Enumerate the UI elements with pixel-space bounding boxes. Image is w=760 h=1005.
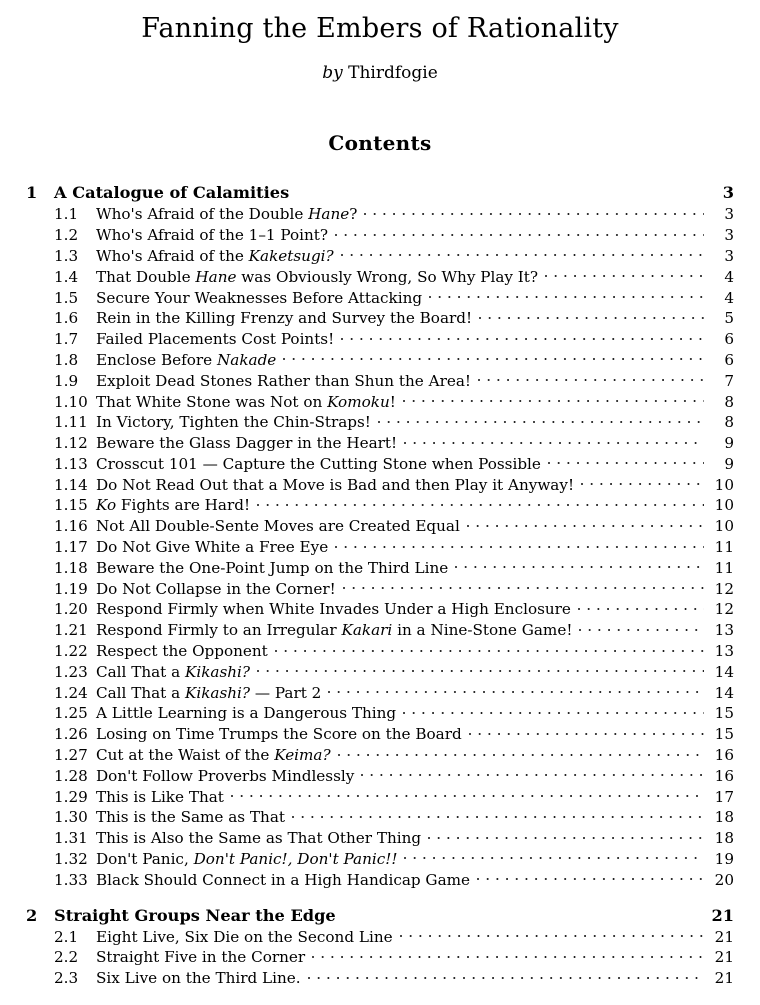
toc-entry-title: [94, 433, 397, 454]
dot-leader: [328, 682, 704, 697]
toc-title-text: Six Live on the Third Line.: [96, 969, 301, 988]
dot-leader: [335, 225, 704, 240]
toc-title-term: Ko: [96, 496, 117, 515]
toc-entry-number: 1.7: [54, 330, 79, 349]
dot-leader-dots: [469, 733, 704, 735]
dot-leader-dots: [343, 587, 704, 589]
toc-entry-title: [94, 495, 250, 516]
dot-leader: [467, 516, 704, 531]
dot-leader: [429, 287, 704, 302]
toc-title-text: Call That a: [96, 683, 185, 702]
toc-entry-title: [94, 475, 574, 496]
dot-leader-dots: [378, 421, 704, 423]
toc-title-text: Enclose Before: [96, 350, 217, 369]
dot-leader-dots: [231, 795, 704, 797]
toc-entry-title: [94, 849, 397, 870]
dot-leader: [341, 246, 704, 261]
toc-section-row[interactable]: [22, 745, 734, 766]
toc-entry-number: 1.8: [54, 350, 79, 369]
toc-section-row[interactable]: [22, 329, 734, 350]
toc-entry-title: [94, 246, 334, 267]
toc-entry-title: [94, 537, 328, 558]
toc-title-text: A Catalogue of Calamities: [54, 183, 290, 203]
toc-title-text: Call That a: [96, 662, 185, 681]
dot-leader: [579, 620, 704, 635]
toc-section-row[interactable]: [22, 926, 734, 947]
toc-entry-page-number: 21: [714, 948, 734, 967]
dot-leader: [283, 350, 704, 365]
dot-leader: [404, 433, 704, 448]
toc-title-text: Do Not Collapse in the Corner!: [96, 579, 336, 598]
toc-entry-number: 1.16: [54, 517, 88, 536]
toc-entry-page-number: 13: [714, 621, 734, 640]
dot-leader: [548, 454, 704, 469]
toc-entry-page-number: 15: [714, 725, 734, 744]
toc-entry-title: [94, 724, 462, 745]
toc-entry-number: 1.5: [54, 288, 79, 307]
dot-leader-dots: [403, 400, 704, 402]
toc-section-row[interactable]: [22, 433, 734, 454]
toc-entry-title: [52, 905, 336, 927]
dot-leader-dots: [257, 670, 704, 672]
toc-entry-number: 1.27: [54, 746, 88, 765]
toc-title-tail: !: [389, 392, 396, 411]
dot-leader: [338, 745, 704, 760]
toc-entry-page-number: 21: [714, 927, 734, 946]
toc-entry-number: 1.25: [54, 704, 88, 723]
toc-title-text: Who's Afraid of the Double: [96, 205, 309, 224]
toc-entry-number: 1.13: [54, 454, 88, 473]
toc-title-text: Rein in the Killing Frenzy and Survey the Board!: [96, 309, 473, 328]
toc-section-row[interactable]: [22, 849, 734, 870]
toc-section-row[interactable]: [22, 641, 734, 662]
toc-entry-number: 1.9: [54, 371, 79, 390]
dot-leader: [292, 807, 704, 822]
dot-leader: [335, 537, 704, 552]
toc-entry-title: [94, 579, 336, 600]
toc-entry-title: [94, 558, 448, 579]
toc-section-row[interactable]: [22, 308, 734, 329]
dot-leader: [343, 578, 704, 593]
dot-leader-dots: [335, 234, 704, 236]
toc-entry-page-number: 4: [724, 267, 734, 286]
toc-entry-number: 1.31: [54, 829, 88, 848]
toc-entry-title: [94, 412, 371, 433]
toc-entry-title: [94, 288, 422, 309]
toc-section-row[interactable]: [22, 786, 734, 807]
toc-title-text: Secure Your Weaknesses Before Attacking: [96, 288, 423, 307]
dot-leader-dots: [581, 483, 704, 485]
toc-section-row[interactable]: [22, 828, 734, 849]
toc-entry-title: [94, 641, 268, 662]
toc-entry-number: 1.28: [54, 766, 88, 785]
toc-section-row[interactable]: [22, 947, 734, 968]
toc-section-row[interactable]: [22, 870, 734, 891]
dot-leader-dots: [296, 191, 704, 193]
dot-leader-dots: [477, 878, 704, 880]
toc-title-tail: Fights are Hard!: [116, 496, 251, 515]
toc-entry-page-number: 13: [714, 642, 734, 661]
toc-chapter-row[interactable]: [22, 182, 734, 204]
toc-section-row[interactable]: [22, 350, 734, 371]
toc-entry-page-number: 17: [714, 787, 734, 806]
dot-leader-dots: [328, 691, 704, 693]
byline-prefix: by: [322, 62, 343, 83]
dot-leader-dots: [403, 712, 704, 714]
toc-title-text: Cut at the Waist of the: [96, 746, 275, 765]
dot-leader-dots: [364, 213, 704, 215]
toc-title-text: Do Not Read Out that a Move is Bad and then Play it Anyway!: [96, 475, 575, 494]
toc-title-tail: — Part 2: [250, 683, 322, 702]
toc-section-row[interactable]: [22, 620, 734, 641]
toc-chapter-row[interactable]: [22, 904, 734, 926]
dot-leader: [455, 558, 704, 573]
toc-entry-number: 2: [26, 905, 38, 925]
toc-entry-number: 2.2: [54, 948, 79, 967]
toc-entry-number: 2.1: [54, 927, 79, 946]
toc-entry-page-number: 16: [714, 746, 734, 765]
toc-entry-page-number: 12: [714, 600, 734, 619]
toc-entry-number: 1.1: [54, 205, 79, 224]
dot-leader: [479, 308, 704, 323]
toc-entry-page-number: 14: [714, 662, 734, 681]
toc-section-row[interactable]: [22, 537, 734, 558]
toc-entry-number: 1.17: [54, 538, 88, 557]
dot-leader-dots: [548, 462, 704, 464]
toc-title-text: Respond Firmly when White Invades Under a High Enclosure: [96, 600, 571, 619]
dot-leader: [341, 329, 704, 344]
toc-title-tail: in a Nine-Stone Game!: [392, 621, 573, 640]
dot-leader: [469, 724, 704, 739]
toc-section-row[interactable]: [22, 475, 734, 496]
toc-entry-title: [94, 745, 331, 766]
dot-leader: [477, 870, 704, 885]
toc-entry-title: [94, 350, 276, 371]
toc-title-text: That Double: [96, 267, 196, 286]
dot-leader: [364, 204, 704, 219]
toc-entry-title: [94, 807, 285, 828]
toc-entry-title: [94, 329, 334, 350]
toc-entry-page-number: 3: [724, 205, 734, 224]
dot-leader: [275, 641, 704, 656]
toc-entry-number: 1.14: [54, 475, 88, 494]
toc-entry-page-number: 11: [714, 538, 734, 557]
dot-leader: [257, 662, 704, 677]
dot-leader-dots: [335, 546, 704, 548]
toc-entry-page-number: 21: [714, 969, 734, 988]
toc-entry-page-number: 10: [714, 475, 734, 494]
toc-entry-page-number: 21: [711, 905, 734, 925]
toc-entry-page-number: 10: [714, 517, 734, 536]
toc-title-term: Kikashi?: [185, 683, 251, 702]
toc-title-text: This is Also the Same as That Other Thing: [96, 829, 422, 848]
dot-leader-dots: [400, 935, 704, 937]
toc-entry-page-number: 16: [714, 766, 734, 785]
dot-leader: [361, 766, 704, 781]
toc-entry-number: 1.10: [54, 392, 88, 411]
page-title: Fanning the Embers of Rationality: [141, 13, 619, 44]
dot-leader-dots: [283, 358, 704, 360]
toc-title-term: Kikashi?: [185, 662, 251, 681]
toc-entry-title: [94, 787, 224, 808]
table-of-contents: [0, 182, 760, 989]
toc-title-text: Exploit Dead Stones Rather than Shun the Area!: [96, 371, 471, 390]
toc-title-text: This is the Same as That: [96, 808, 285, 827]
toc-entry-page-number: 10: [714, 496, 734, 515]
toc-section-row[interactable]: [22, 558, 734, 579]
toc-entry-title: [94, 703, 396, 724]
dot-leader-dots: [478, 379, 704, 381]
author-byline: [0, 46, 760, 83]
toc-title-text: Respect the Opponent: [96, 642, 268, 661]
toc-entry-page-number: 3: [724, 246, 734, 265]
toc-section-row[interactable]: [22, 391, 734, 412]
toc-section-row[interactable]: [22, 287, 734, 308]
dot-leader-dots: [338, 754, 704, 756]
dot-leader-dots: [429, 296, 704, 298]
toc-section-row[interactable]: [22, 703, 734, 724]
toc-section-row[interactable]: [22, 246, 734, 267]
toc-entry-number: 2.3: [54, 969, 79, 988]
toc-entry-title: [94, 947, 305, 968]
toc-title-text: Don't Panic,: [96, 850, 194, 869]
toc-entry-number: 1.2: [54, 226, 79, 245]
toc-title-term: Keima?: [274, 746, 331, 765]
toc-entry-page-number: 9: [724, 434, 734, 453]
toc-section-row[interactable]: [22, 766, 734, 787]
toc-entry-number: 1.15: [54, 496, 88, 515]
toc-section-row[interactable]: [22, 495, 734, 516]
toc-section-row[interactable]: [22, 578, 734, 599]
toc-title-tail: was Obviously Wrong, So Why Play It?: [236, 267, 539, 286]
toc-entry-page-number: 6: [724, 350, 734, 369]
toc-title-term: Kaketsugi?: [248, 246, 334, 265]
toc-entry-number: 1.4: [54, 267, 79, 286]
toc-entry-title: [94, 225, 328, 246]
toc-entry-page-number: 6: [724, 330, 734, 349]
toc-entry-page-number: 19: [714, 850, 734, 869]
toc-title-tail: ?: [349, 205, 358, 224]
dot-leader: [308, 968, 704, 983]
dot-leader: [404, 849, 704, 864]
toc-entry-page-number: 20: [714, 870, 734, 889]
dot-leader: [343, 904, 704, 920]
toc-title-text: Black Should Connect in a High Handicap Game: [96, 870, 471, 889]
toc-entry-number: 1.23: [54, 662, 88, 681]
toc-entry-number: 1.11: [54, 413, 88, 432]
toc-entry-number: 1.22: [54, 642, 88, 661]
toc-title-text: Beware the Glass Dagger in the Heart!: [96, 434, 398, 453]
dot-leader: [257, 495, 704, 510]
toc-entry-page-number: 5: [724, 309, 734, 328]
toc-entry-page-number: 14: [714, 683, 734, 702]
toc-section-row[interactable]: [22, 724, 734, 745]
toc-title-term: Hane: [308, 205, 350, 224]
toc-title-text: Do Not Give White a Free Eye: [96, 538, 329, 557]
toc-entry-number: 1.29: [54, 787, 88, 806]
toc-entry-title: [94, 267, 538, 288]
toc-entry-title: [94, 870, 470, 891]
toc-entry-page-number: 8: [724, 392, 734, 411]
toc-title-text: Failed Placements Cost Points!: [96, 330, 335, 349]
toc-entry-page-number: 18: [714, 808, 734, 827]
toc-entry-page-number: 18: [714, 829, 734, 848]
toc-title-text: Straight Groups Near the Edge: [54, 905, 336, 925]
toc-entry-title: [94, 968, 301, 989]
toc-entry-page-number: 15: [714, 704, 734, 723]
toc-entry-title: [94, 599, 571, 620]
dot-leader-dots: [257, 504, 704, 506]
toc-section-row[interactable]: [22, 516, 734, 537]
toc-entry-title: [94, 454, 541, 475]
dot-leader-dots: [579, 629, 704, 631]
toc-title-text: Respond Firmly to an Irregular: [96, 621, 342, 640]
toc-title-text: Eight Live, Six Die on the Second Line: [96, 927, 393, 946]
dot-leader: [545, 267, 704, 282]
toc-section-row[interactable]: [22, 371, 734, 392]
toc-entry-number: 1.12: [54, 434, 88, 453]
toc-entry-number: 1.6: [54, 309, 79, 328]
dot-leader-dots: [428, 837, 704, 839]
dot-leader-dots: [275, 650, 704, 652]
toc-entry-number: 1: [26, 183, 38, 203]
dot-leader-dots: [361, 774, 704, 776]
toc-entry-page-number: 8: [724, 413, 734, 432]
dot-leader-dots: [292, 816, 704, 818]
toc-title-text: Don't Follow Proverbs Mindlessly: [96, 766, 355, 785]
toc-entry-number: 1.19: [54, 579, 88, 598]
toc-entry-title: [94, 662, 250, 683]
toc-title-text: Beware the One-Point Jump on the Third Line: [96, 558, 449, 577]
dot-leader: [296, 182, 704, 198]
toc-entry-page-number: 3: [722, 183, 734, 203]
toc-section-row[interactable]: [22, 807, 734, 828]
dot-leader: [428, 828, 704, 843]
toc-entry-title: [94, 371, 471, 392]
toc-title-text: Straight Five in the Corner: [96, 948, 306, 967]
byline-author: Thirdfogie: [348, 62, 438, 83]
dot-leader: [578, 599, 704, 614]
toc-title-text: Who's Afraid of the: [96, 246, 249, 265]
toc-section-row[interactable]: [22, 204, 734, 225]
dot-leader: [403, 391, 704, 406]
dot-leader: [400, 926, 704, 941]
dot-leader-dots: [455, 566, 704, 568]
toc-section-row[interactable]: [22, 968, 734, 989]
dot-leader: [312, 947, 704, 962]
toc-entry-title: [94, 392, 396, 413]
toc-entry-title: [52, 182, 289, 204]
dot-leader: [231, 786, 704, 801]
toc-entry-number: 1.26: [54, 725, 88, 744]
toc-entry-title: [94, 516, 460, 537]
toc-entry-page-number: 12: [714, 579, 734, 598]
toc-entry-page-number: 7: [724, 371, 734, 390]
toc-entry-number: 1.18: [54, 558, 88, 577]
toc-entry-number: 1.3: [54, 246, 79, 265]
toc-title-text: That White Stone was Not on: [96, 392, 328, 411]
dot-leader-dots: [308, 977, 704, 979]
toc-section-row[interactable]: [22, 454, 734, 475]
toc-entry-title: [94, 308, 472, 329]
toc-entry-number: 1.24: [54, 683, 88, 702]
toc-entry-number: 1.32: [54, 850, 88, 869]
toc-entry-page-number: 4: [724, 288, 734, 307]
toc-section-row[interactable]: [22, 682, 734, 703]
toc-title-text: In Victory, Tighten the Chin-Straps!: [96, 413, 371, 432]
toc-title-text: Losing on Time Trumps the Score on the Board: [96, 725, 462, 744]
dot-leader-dots: [467, 525, 704, 527]
toc-section-row[interactable]: [22, 412, 734, 433]
toc-entry-title: [94, 927, 393, 948]
dot-leader-dots: [343, 914, 704, 916]
toc-title-term: Komoku: [327, 392, 390, 411]
dot-leader-dots: [341, 254, 704, 256]
toc-entry-page-number: 11: [714, 558, 734, 577]
toc-entry-title: [94, 620, 572, 641]
toc-entry-number: 1.21: [54, 621, 88, 640]
toc-entry-title: [94, 766, 354, 787]
dot-leader: [378, 412, 704, 427]
toc-title-term: Kakari: [341, 621, 393, 640]
toc-section-row[interactable]: [22, 267, 734, 288]
contents-heading: Contents: [328, 131, 432, 156]
toc-title-text: Crosscut 101 — Capture the Cutting Stone when Possible: [96, 454, 541, 473]
toc-entry-title: [94, 828, 421, 849]
toc-entry-number: 1.30: [54, 808, 88, 827]
toc-entry-number: 1.20: [54, 600, 88, 619]
toc-title-text: A Little Learning is a Dangerous Thing: [96, 704, 397, 723]
dot-leader-dots: [312, 956, 704, 958]
toc-title-text: Who's Afraid of the 1–1 Point?: [96, 226, 329, 245]
toc-entry-page-number: 9: [724, 454, 734, 473]
dot-leader: [403, 703, 704, 718]
toc-title-text: This is Like That: [96, 787, 224, 806]
dot-leader-dots: [341, 338, 704, 340]
dot-leader-dots: [578, 608, 704, 610]
toc-title-term: Don't Panic!, Don't Panic!!: [193, 850, 398, 869]
dot-leader-dots: [545, 275, 704, 277]
dot-leader: [478, 371, 704, 386]
toc-entry-number: 1.33: [54, 870, 88, 889]
toc-title-text: Not All Double-Sente Moves are Created Equal: [96, 517, 460, 536]
dot-leader-dots: [404, 442, 704, 444]
toc-title-term: Nakade: [216, 350, 277, 369]
toc-entry-page-number: 3: [724, 226, 734, 245]
dot-leader-dots: [404, 857, 704, 859]
toc-section-row[interactable]: [22, 662, 734, 683]
toc-section-row[interactable]: [22, 599, 734, 620]
dot-leader: [581, 475, 704, 490]
toc-section-row[interactable]: [22, 225, 734, 246]
toc-title-term: Hane: [195, 267, 237, 286]
toc-entry-title: [94, 683, 321, 704]
dot-leader-dots: [479, 317, 704, 319]
toc-entry-title: [94, 204, 357, 225]
